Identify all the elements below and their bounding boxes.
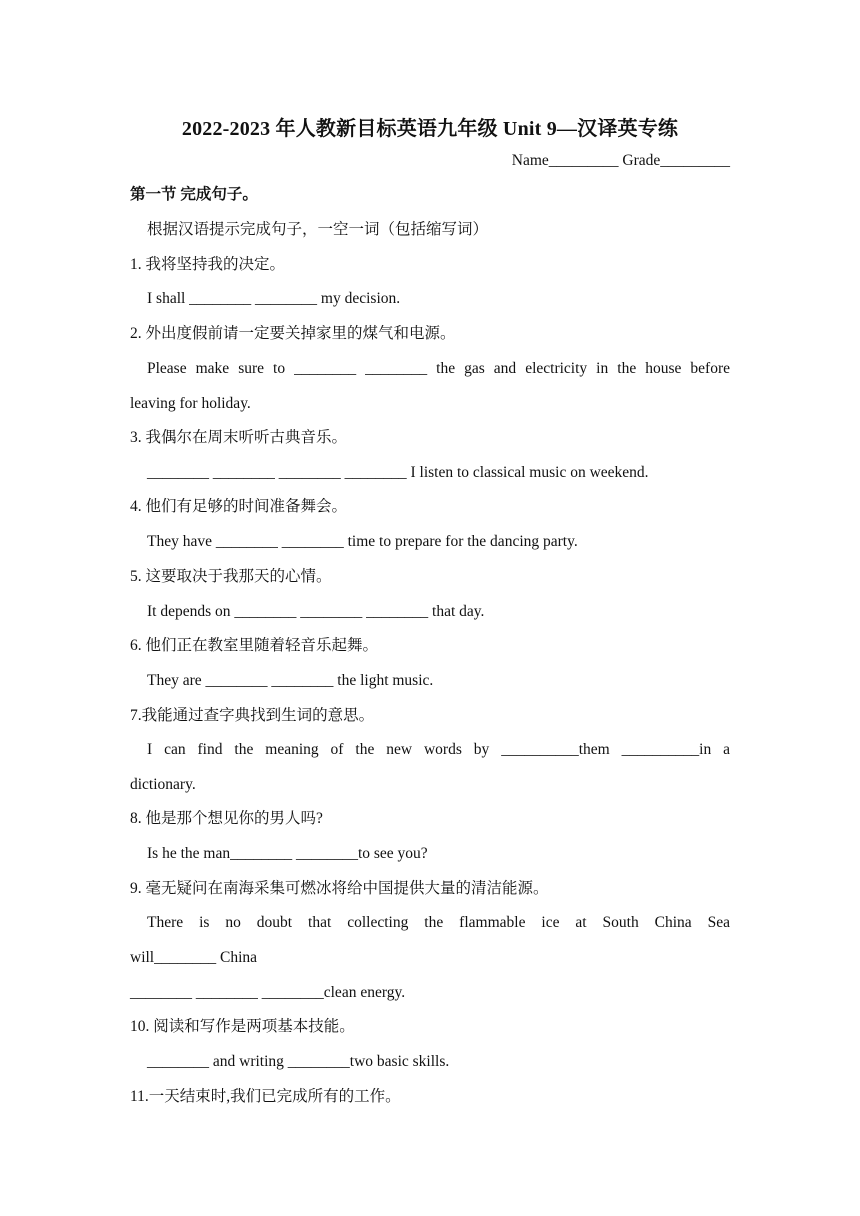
q6-english: They are ________ ________ the light music. bbox=[147, 672, 434, 689]
q1-english: I shall ________ ________ my decision. bbox=[147, 290, 401, 307]
q4-chinese: 4. 他们有足够的时间准备舞会。 bbox=[130, 498, 348, 515]
q8-chinese: 8. 他是那个想见你的男人吗? bbox=[130, 810, 323, 827]
q7-english-cont: dictionary. bbox=[130, 776, 196, 793]
q2-english: Please make sure to ________ ________ the gas and electricity in the house before bbox=[147, 360, 730, 377]
q11-chinese: 11.一天结束时,我们已完成所有的工作。 bbox=[130, 1088, 401, 1105]
q7-english: I can find the meaning of the new words by __________them __________in a bbox=[147, 741, 730, 758]
q5-chinese: 5. 这要取决于我那天的心情。 bbox=[130, 568, 332, 585]
q3-english: ________ ________ ________ ________ I listen to classical music on weekend. bbox=[147, 464, 649, 481]
q10-chinese: 10. 阅读和写作是两项基本技能。 bbox=[130, 1018, 355, 1035]
q9-english-cont2: ________ ________ ________clean energy. bbox=[130, 984, 406, 1001]
document-title: 2022-2023 年人教新目标英语九年级 Unit 9—汉译英专练 bbox=[181, 118, 679, 140]
q1-chinese: 1. 我将坚持我的决定。 bbox=[130, 256, 286, 273]
q9-english-cont: will________ China bbox=[130, 949, 258, 966]
instruction: 根据汉语提示完成句子，一空一词（包括缩写词） bbox=[147, 221, 489, 238]
q6-chinese: 6. 他们正在教室里随着轻音乐起舞。 bbox=[130, 637, 379, 654]
name-grade-line: Name_________ Grade_________ bbox=[511, 152, 730, 169]
q2-english-cont: leaving for holiday. bbox=[130, 395, 251, 412]
section-heading: 第一节 完成句子。 bbox=[130, 186, 258, 203]
q7-chinese: 7.我能通过查字典找到生词的意思。 bbox=[130, 707, 375, 724]
q8-english: Is he the man________ ________to see you? bbox=[147, 845, 428, 862]
q9-english: There is no doubt that collecting the flammable ice at South China Sea bbox=[147, 914, 730, 931]
q10-english: ________ and writing ________two basic skills. bbox=[147, 1053, 450, 1070]
q4-english: They have ________ ________ time to prepare for the dancing party. bbox=[147, 533, 578, 550]
q2-chinese: 2. 外出度假前请一定要关掉家里的煤气和电源。 bbox=[130, 325, 456, 342]
q5-english: It depends on ________ ________ ________ that day. bbox=[147, 603, 485, 620]
q9-chinese: 9. 毫无疑问在南海采集可燃冰将给中国提供大量的清洁能源。 bbox=[130, 880, 549, 897]
q3-chinese: 3. 我偶尔在周末听听古典音乐。 bbox=[130, 429, 348, 446]
